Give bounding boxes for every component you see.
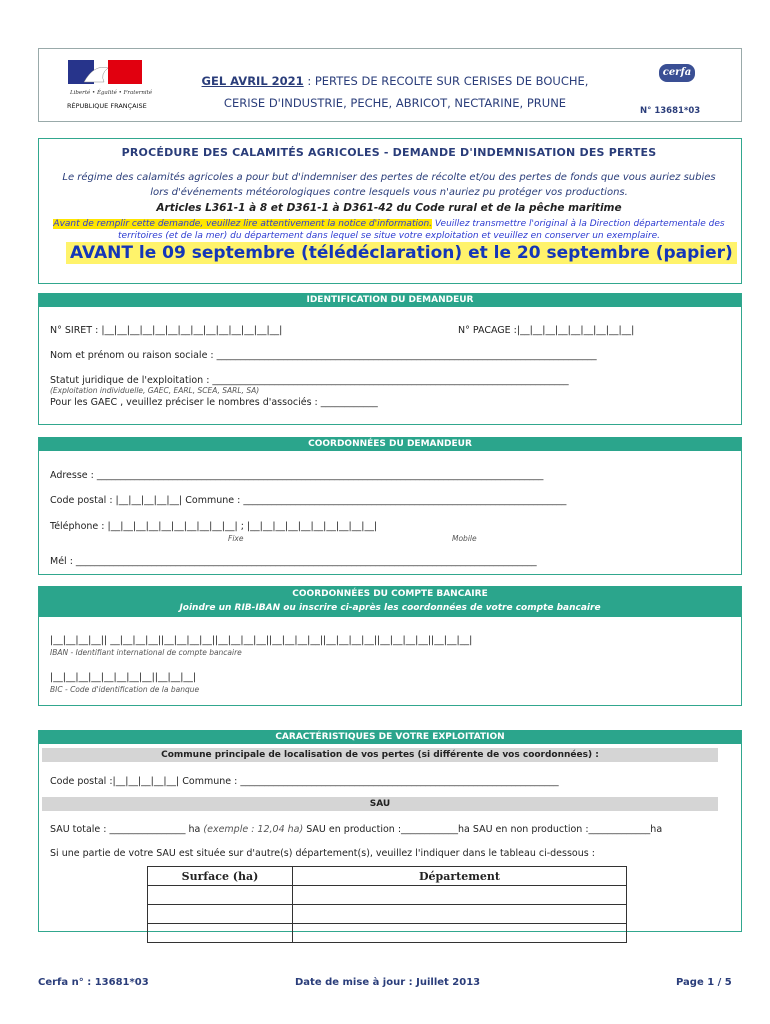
departement-header: Département [293, 867, 627, 886]
phone-field[interactable]: Téléphone : |__|__|__|__|__|__|__|__|__|__| ; |__|__|__|__|__|__|__|__|__|__| [50, 521, 378, 532]
republique-francaise-logo [54, 54, 158, 116]
commune-bar: Commune principale de localisation de vos pertes (si différente de vos coordonnées) : [42, 748, 718, 762]
footer-cerfa: Cerfa n° : 13681*03 [38, 977, 149, 988]
logo-motto: Liberté • Égalité • Fraternité [70, 90, 153, 96]
bic-hint: BIC - Code d'identification de la banque [50, 685, 200, 694]
footer-page: Page 1 / 5 [676, 977, 732, 988]
cerfa-number: N° 13681*03 [640, 106, 701, 116]
status-field[interactable]: Statut juridique de l'exploitation : ___________________________________________________________________________ [50, 375, 569, 386]
exploitation-postal-field[interactable]: Code postal :|__|__|__|__|__| Commune : ___________________________________________________________________ [50, 776, 559, 787]
form-title [170, 70, 620, 114]
sau-bar: SAU [42, 797, 718, 811]
title-line2: CERISE D'INDUSTRIE, PECHE, ABRICOT, NECTARINE, PRUNE [223, 96, 567, 110]
bic-field[interactable]: |__|__|__|__|__|__|__|__||__|__|__| [50, 672, 197, 683]
table-header-row [148, 867, 627, 886]
exploitation-title: CARACTÉRISTIQUES DE VOTRE EXPLOITATION [39, 730, 741, 744]
bank-subtitle: Joindre un RIB-IBAN ou inscrire ci-après les coordonnées de votre compte bancaire [179, 603, 601, 613]
mail-field[interactable]: Mél : _________________________________________________________________________________________________ [50, 556, 537, 567]
department-table [147, 866, 627, 943]
procedure-title: PROCÉDURE DES CALAMITÉS AGRICOLES - DEMANDE D'INDEMNISATION DES PERTES [121, 146, 657, 159]
sau-total-label: SAU totale : ________________ ha [50, 824, 201, 835]
bank-title: COORDONNÉES DU COMPTE BANCAIRE [292, 589, 488, 599]
warning-highlight: Avant de remplir cette demande, veuillez lire attentivement la notice d'information. [53, 219, 433, 229]
address-field[interactable]: Adresse : ______________________________________________________________________________________________ [50, 470, 544, 481]
coordonnees-section [38, 437, 742, 575]
deadline-banner: AVANT le 09 septembre (télédéclaration) et le 20 septembre (papier) [66, 242, 737, 264]
identification-title: IDENTIFICATION DU DEMANDEUR [39, 293, 741, 307]
title-prefix: GEL AVRIL 2021 [201, 74, 304, 88]
table-row[interactable] [148, 924, 627, 943]
intro-line2: lors d'événements météorologiques contre lesquels vous n'auriez pu protéger vos productions. [150, 187, 628, 198]
surface-cell[interactable] [148, 924, 293, 943]
table-row[interactable] [148, 905, 627, 924]
coordonnees-title: COORDONNÉES DU DEMANDEUR [39, 437, 741, 451]
cerfa-logo: cerfa [659, 64, 695, 82]
bank-header [39, 586, 741, 617]
sau-prod-label: SAU en production :____________ha SAU en non production :_____________ha [306, 824, 663, 835]
phone-mobile-hint: Mobile [452, 534, 477, 543]
surface-cell[interactable] [148, 886, 293, 905]
pacage-field[interactable]: N° PACAGE :|__|__|__|__|__|__|__|__|__| [458, 325, 635, 336]
table-row[interactable] [148, 886, 627, 905]
sau-total-field[interactable] [50, 824, 662, 835]
procedure-warning [44, 218, 734, 242]
gaec-field[interactable]: Pour les GAEC , veuillez préciser le nombres d'associés : ____________ [50, 397, 378, 408]
phone-fixe-hint: Fixe [228, 534, 244, 543]
departement-cell[interactable] [293, 905, 627, 924]
intro-line1: Le régime des calamités agricoles a pour but d'indemniser des pertes de récolte et/ou des pertes de fonds que vous auriez subies [62, 172, 716, 183]
status-hint: (Exploitation individuelle, GAEC, EARL, SCEA, SARL, SA) [50, 386, 260, 395]
procedure-articles: Articles L361-1 à 8 et D361-1 à D361-42 du Code rural et de la pêche maritime [156, 202, 622, 214]
title-line1: : PERTES DE RECOLTE SUR CERISES DE BOUCHE, [303, 74, 589, 88]
procedure-intro [46, 170, 732, 200]
iban-hint: IBAN - Identifiant international de compte bancaire [50, 648, 242, 657]
name-field[interactable]: Nom et prénom ou raison sociale : ________________________________________________________________________________ [50, 350, 597, 361]
iban-field[interactable]: |__|__|__|__|| __|__|__|__||__|__|__|__||__|__|__|__||__|__|__|__||__|__|__|__||__|__|__|__||__|__|__| [50, 635, 473, 646]
postal-code-field[interactable]: Code postal : |__|__|__|__|__| Commune : ____________________________________________________________________ [50, 495, 567, 506]
surface-header: Surface (ha) [148, 867, 293, 886]
siret-field[interactable]: N° SIRET : |__|__|__|__|__|__|__|__|__|__|__|__|__|__| [50, 325, 283, 336]
surface-cell[interactable] [148, 905, 293, 924]
sau-example: (exemple : 12,04 ha) [203, 824, 304, 835]
departement-cell[interactable] [293, 924, 627, 943]
multi-dept-text: Si une partie de votre SAU est située sur d'autre(s) département(s), veuillez l'indiquer dans le tableau ci-dessous : [50, 848, 595, 859]
footer-date: Date de mise à jour : Juillet 2013 [295, 977, 481, 988]
departement-cell[interactable] [293, 886, 627, 905]
logo-republique: RÉPUBLIQUE FRANÇAISE [67, 102, 147, 110]
warning-rest: Veuillez transmettre l'original à la Direction départementale des territoires (et de la mer) du département dans lequel se situe votre exploitation et veuillez en conserver un exemplaire. [118, 219, 725, 241]
